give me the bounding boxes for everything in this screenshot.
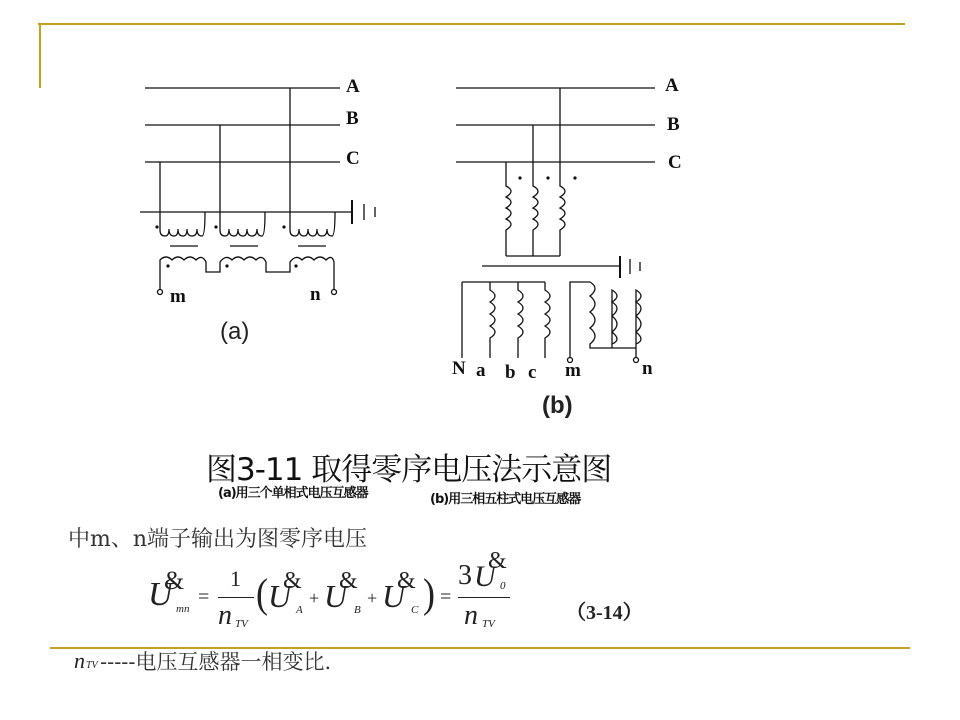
eq-dot-a: & [283, 568, 302, 594]
eq-u-mn: U [148, 576, 173, 613]
eq-dot-c: & [397, 568, 416, 594]
eq-lparen: ( [256, 570, 268, 616]
body-line-1: 中m、n端子输出为图零序电压 [68, 527, 368, 552]
figure-title: 图3-11 取得零序电压法示意图 [206, 452, 612, 488]
terminal-label-n: n [310, 284, 321, 305]
eq-frac1-numerator: 1 [230, 566, 241, 591]
eq-u-a: U [268, 578, 292, 614]
eq-u-c: U [382, 578, 406, 614]
eq-frac2-sub: TV [482, 618, 495, 630]
eq-dot-mn: & [164, 566, 185, 595]
footnote-var-n: n [74, 648, 85, 673]
eq-frac1-sub: TV [235, 618, 248, 630]
bus-label-a: A [346, 76, 360, 97]
eq-sub-mn: mn [176, 603, 190, 615]
eq-equals-1: = [198, 586, 210, 608]
bus-label-c-b: C [668, 152, 682, 173]
figure-subcaption-b: (b)用三相五柱式电压互感器 [430, 492, 581, 507]
footnote-text: -----电压互感器一相变比. [100, 650, 332, 674]
eq-rparen: ) [423, 570, 435, 616]
eq-sub-b: B [354, 604, 361, 616]
eq-dot-b: & [339, 568, 358, 594]
bus-label-b: B [346, 108, 359, 129]
terminal-label-c: c [528, 362, 537, 383]
eq-frac2-three: 3 [458, 560, 472, 591]
equation-number: （3-14） [566, 602, 643, 624]
terminal-label-n-b: n [642, 358, 653, 379]
bus-label-c: C [346, 148, 360, 169]
eq-sub-c: C [411, 604, 419, 616]
eq-frac1-bar [218, 597, 254, 598]
eq-frac1-n: n [218, 600, 232, 631]
eq-frac2-bar [458, 597, 510, 598]
eq-frac2-dot: & [488, 548, 507, 574]
eq-plus-1: + [309, 588, 320, 608]
eq-sub-a: A [296, 604, 303, 616]
eq-u-b: U [324, 578, 348, 614]
terminal-label-m-b: m [565, 360, 581, 381]
terminal-label-m: m [170, 286, 186, 307]
caption-a: (a) [220, 318, 250, 345]
bus-label-b-b: B [667, 114, 680, 135]
eq-frac2-n: n [464, 600, 478, 631]
terminal-label-N: N [452, 358, 466, 379]
terminal-label-a: a [476, 360, 486, 381]
eq-frac2-sub0: 0 [500, 580, 506, 592]
bus-label-a-b: A [665, 75, 679, 96]
eq-plus-2: + [367, 588, 378, 608]
figure-subcaption-a: (a)用三个单相式电压互感器 [218, 486, 368, 501]
eq-equals-2: = [440, 586, 452, 608]
caption-b: (b) [542, 392, 573, 419]
eq-frac2-u: U [474, 560, 496, 593]
terminal-label-b: b [505, 362, 516, 383]
footnote-var-sub: TV [86, 660, 98, 671]
